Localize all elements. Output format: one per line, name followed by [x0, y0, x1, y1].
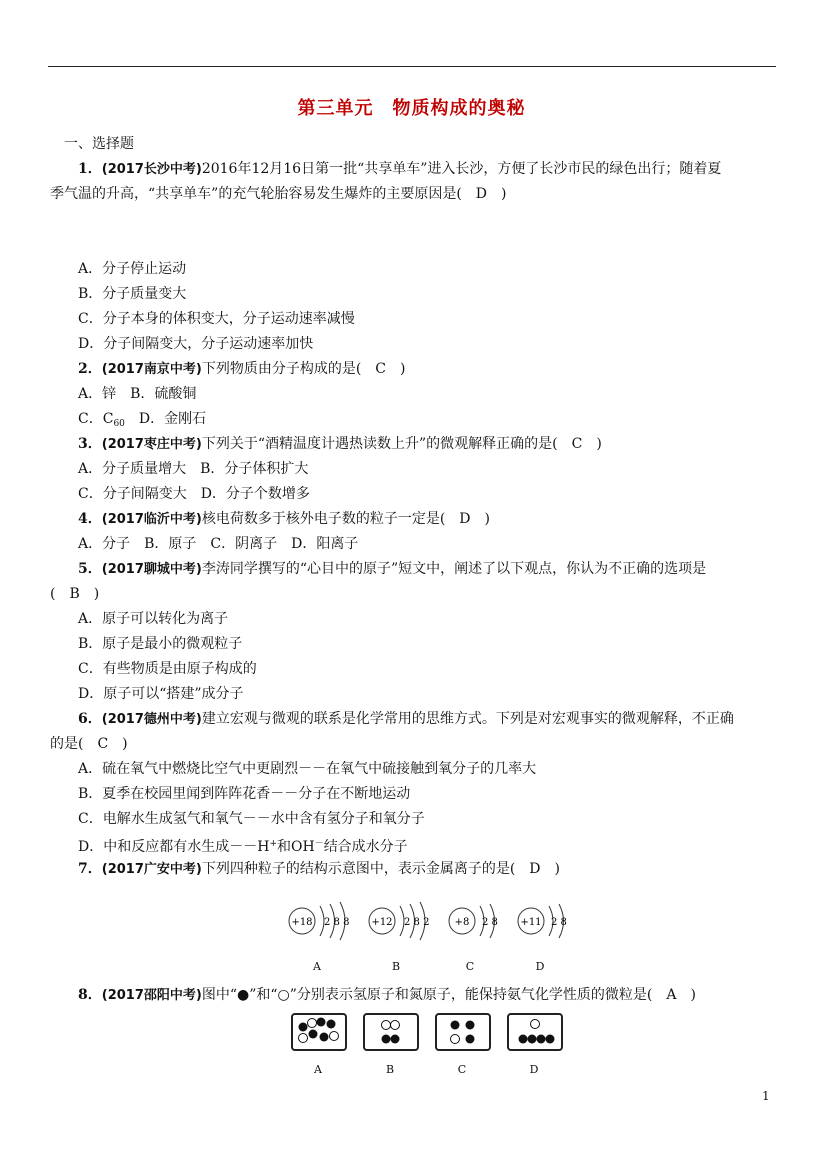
- q2-option-cd: C．$C_{60}$ D．金刚石: [78, 411, 207, 429]
- question-6: 6．(2017德州中考)建立宏观与微观的联系是化学常用的思维方式。下列是对宏观事实的微观解释，不正确: [78, 711, 734, 727]
- shell-electrons: 2 8: [551, 917, 567, 928]
- q6-option-c: C．电解水生成氢气和氧气－－水中含有氢分子和氧分子: [78, 811, 425, 827]
- nucleus-label: +18: [291, 917, 313, 928]
- q6-option-b: B．夏季在校园里闻到阵阵花香－－分子在不断地运动: [78, 786, 411, 802]
- question-1: 1．(2017长沙中考)2016年12月16日第一批“共享单车”进入长沙，方便了长沙市民的绿色出行；随着夏: [78, 161, 722, 177]
- q1-option-d: D．分子间隔变大，分子运动速率加快: [78, 336, 314, 352]
- question-3: 3．(2017枣庄中考)下列关于“酒精温度计遇热读数上升”的微观解释正确的是( C ): [78, 436, 602, 452]
- question-4: 4．(2017临沂中考)核电荷数多于核外电子数的粒子一定是( D ): [78, 511, 490, 527]
- q7-label-a: A: [313, 960, 321, 973]
- q5-option-d: D．原子可以“搭建”成分子: [78, 686, 244, 702]
- question-2: 2．(2017南京中考)下列物质由分子构成的是( C ): [78, 361, 406, 377]
- question-5-cont: ( B ): [50, 586, 100, 602]
- q8-label-b: B: [385, 1063, 395, 1076]
- q4-options: A．分子 B．原子 C．阴离子 D．阳离子: [78, 536, 359, 552]
- q8-label-c: C: [457, 1063, 467, 1076]
- q7-label-b: B: [391, 960, 401, 973]
- shell-electrons: 2 8: [482, 917, 498, 928]
- q8-label-d: D: [529, 1063, 539, 1076]
- question-1-cont: 季气温的升高，“共享单车”的充气轮胎容易发生爆炸的主要原因是( D ): [50, 186, 507, 202]
- q8-label-a: A: [314, 1063, 322, 1076]
- header-rule: [48, 66, 776, 67]
- q2-option-ab: A．锌 B．硫酸铜: [78, 386, 197, 402]
- page-number: 1: [762, 1089, 770, 1103]
- molecule-box-d: [506, 1012, 564, 1052]
- nucleus-label: +11: [520, 917, 542, 928]
- nucleus-label: +8: [454, 917, 470, 928]
- question-6-cont: 的是( C ): [50, 736, 128, 752]
- q7-label-c: C: [465, 960, 475, 973]
- question-7: 7．(2017广安中考)下列四种粒子的结构示意图中，表示金属离子的是( D ): [78, 861, 560, 877]
- q3-option-ab: A．分子质量增大 B．分子体积扩大: [78, 461, 309, 477]
- particle-diagram-b: [364, 898, 444, 944]
- question-8: 8．(2017邵阳中考)图中“●”和“○”分别表示氢原子和氮原子，能保持氨气化学性质的微粒是( A ): [78, 987, 696, 1003]
- q5-option-a: A．原子可以转化为离子: [78, 611, 229, 627]
- question-5: 5．(2017聊城中考)李涛同学撰写的“心目中的原子”短文中，阐述了以下观点，你认为不正确的选项是: [78, 561, 707, 577]
- shell-electrons: 2 8 2: [404, 917, 430, 928]
- molecule-box-c: [434, 1012, 492, 1052]
- q5-option-c: C．有些物质是由原子构成的: [78, 661, 257, 677]
- q1-option-b: B．分子质量变大: [78, 286, 187, 302]
- q6-option-a: A．硫在氧气中燃烧比空气中更剧烈－－在氧气中硫接触到氧分子的几率大: [78, 761, 537, 777]
- section-heading: 一、选择题: [64, 136, 134, 152]
- page-title: 第三单元 物质构成的奥秘: [297, 98, 526, 119]
- molecule-box-b: [362, 1012, 420, 1052]
- molecule-box-a: [290, 1012, 348, 1052]
- particle-diagram-a: [284, 898, 364, 944]
- q5-option-b: B．原子是最小的微观粒子: [78, 636, 243, 652]
- q1-option-a: A．分子停止运动: [78, 261, 187, 277]
- q6-option-d: D．中和反应都有水生成－－H+和OH－结合成水分子: [78, 839, 408, 855]
- nucleus-label: +12: [371, 917, 393, 928]
- shell-electrons: 2 8 8: [324, 917, 350, 928]
- q1-option-c: C．分子本身的体积变大，分子运动速率减慢: [78, 311, 355, 327]
- q3-option-cd: C．分子间隔变大 D．分子个数增多: [78, 486, 310, 502]
- particle-diagram-d: [513, 898, 583, 944]
- particle-diagram-c: [444, 898, 514, 944]
- q7-label-d: D: [535, 960, 545, 973]
